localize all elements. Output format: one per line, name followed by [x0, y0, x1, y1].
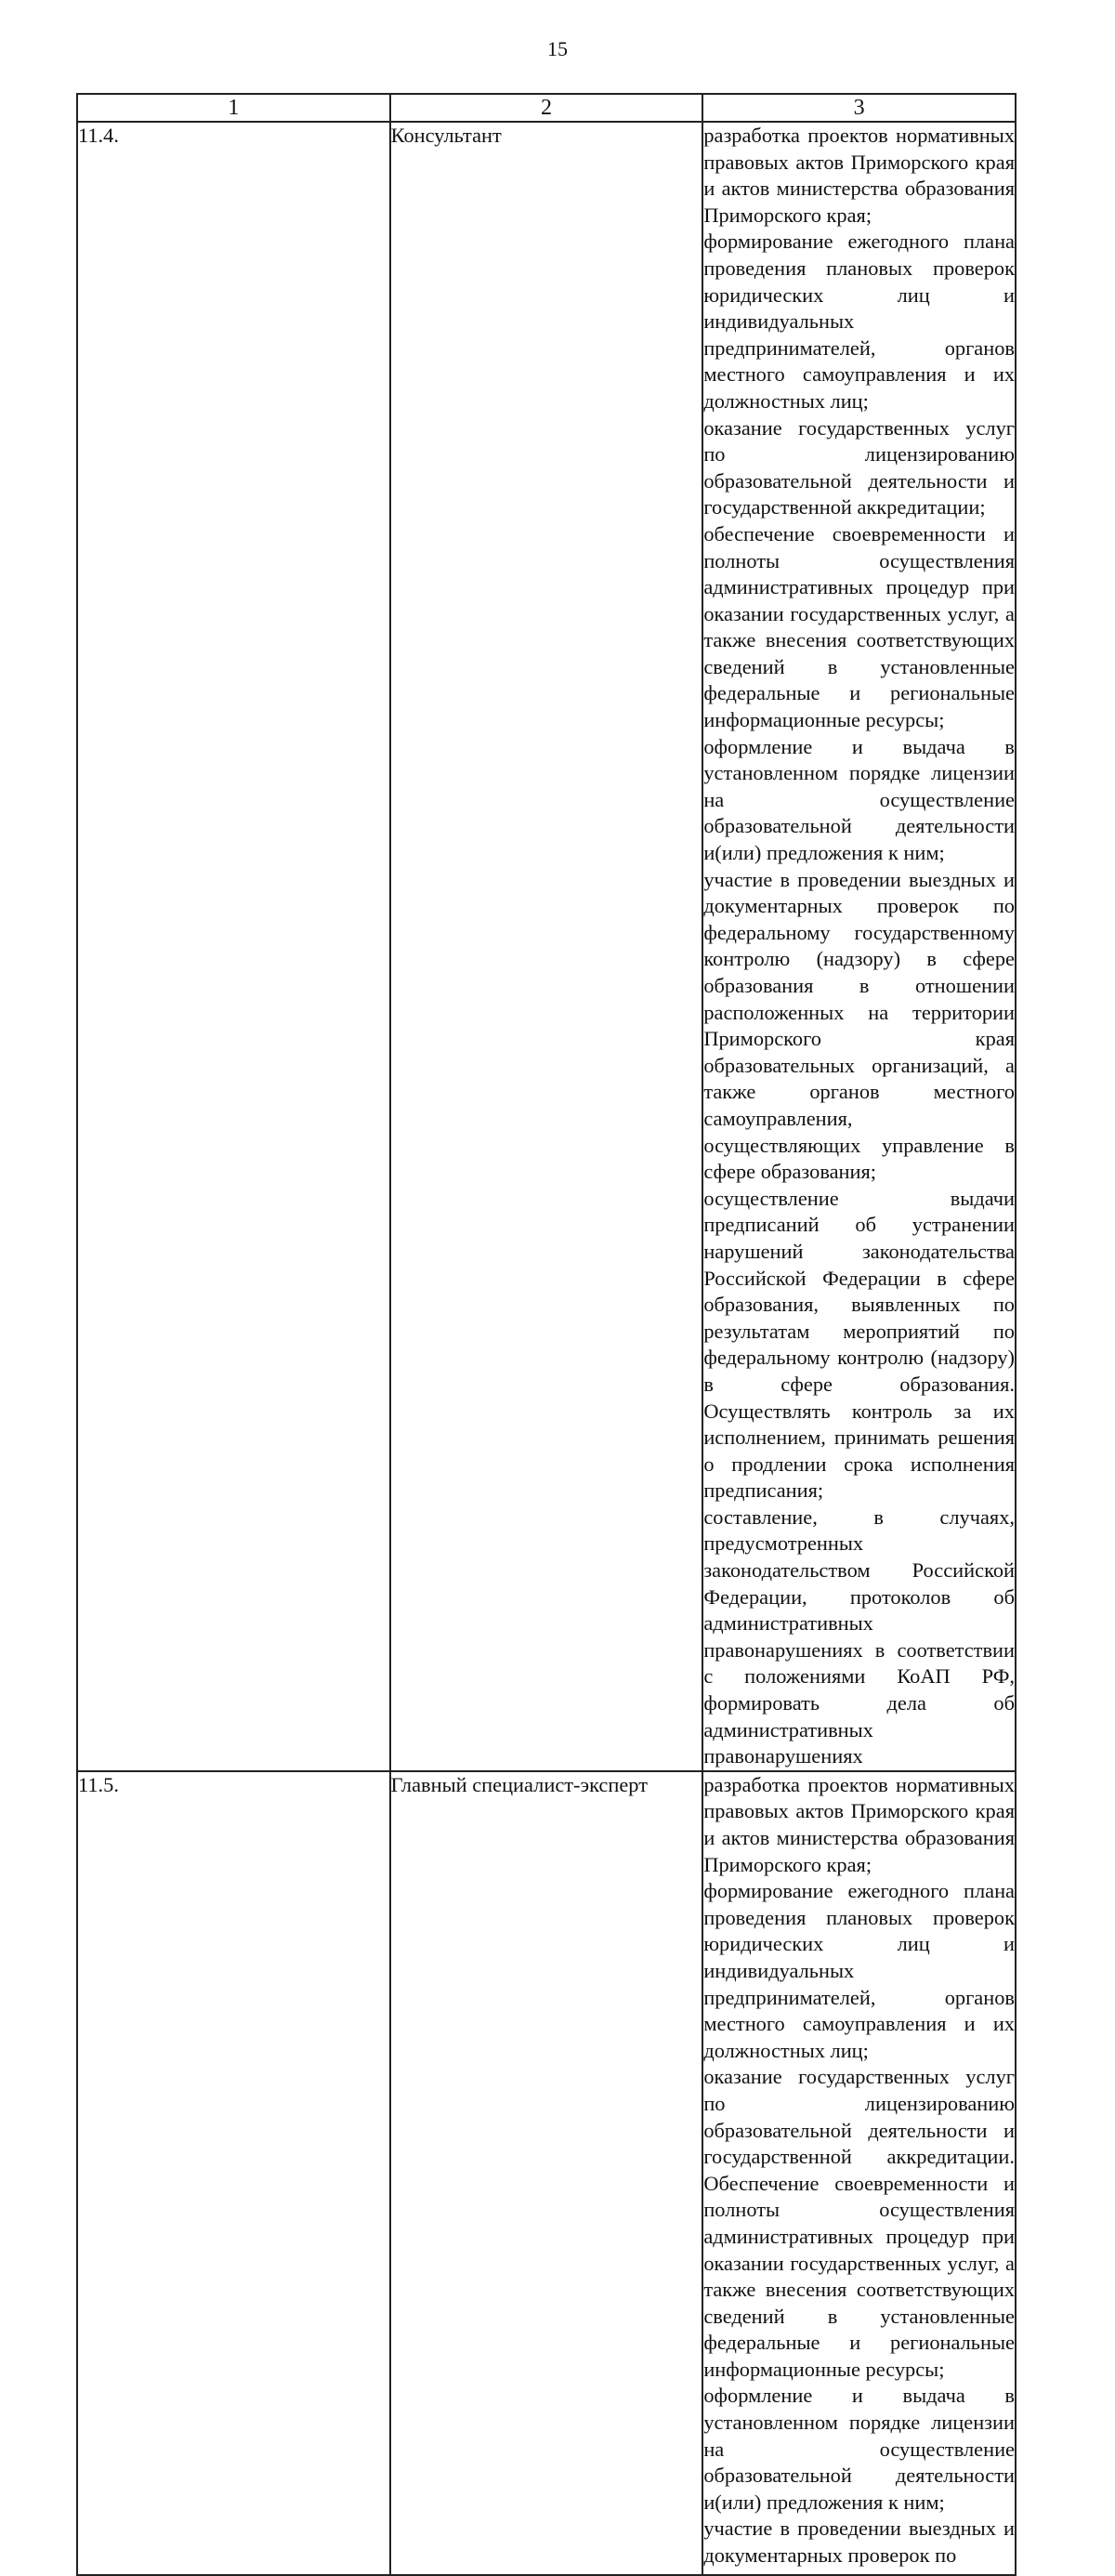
column-header-number: 1 — [77, 94, 390, 122]
table-row — [77, 122, 1016, 1771]
duty-item: оказание государственных услуг по лицензированию образовательной деятельности и государственной аккредитации. Обеспечение своевременности и полноты осуществления административных процедур при оказании государственных услуг, а также внесения соответствующих сведений в установленные федеральные и региональные информационные ресурсы; — [703, 2065, 1015, 2381]
duties-cell — [702, 1771, 1016, 2575]
page-number: 15 — [547, 37, 568, 60]
row-number: 11.4. — [77, 122, 390, 1771]
table-row — [77, 1771, 1016, 2575]
row-continuation-gap — [703, 2569, 1015, 2574]
duties-cell — [702, 122, 1016, 1771]
duty-item: формирование ежегодного плана проведения плановых проверок юридических лиц и индивидуальных предпринимателей, органов местного самоуправления и их должностных лиц; — [703, 1879, 1015, 2062]
table-header-row — [77, 94, 1016, 122]
duty-item: составление, в случаях, предусмотренных законодательством Российской Федерации, протоколов об административных правонарушениях в соответствии с положениями КоАП РФ, формировать дела об административных правонарушениях — [703, 1505, 1015, 1768]
duty-item: оформление и выдача в установленном порядке лицензии на осуществление образовательной деятельности и(или) предложения к ним; — [703, 734, 1015, 865]
position-title: Главный специалист-эксперт — [390, 1771, 703, 2575]
duties-table — [76, 93, 1017, 2576]
duty-item: участие в проведении выездных и документарных проверок по — [703, 2517, 1015, 2568]
duty-item: осуществление выдачи предписаний об устранении нарушений законодательства Российской Федерации в сфере образования, выявленных по результатам мероприятий по федеральному контролю (надзору) в сфере образования. Осуществлять контроль за их исполнением, принимать решения о продлении срока исполнения предписания; — [703, 1186, 1015, 1503]
position-title: Консультант — [390, 122, 703, 1771]
duty-item: оформление и выдача в установленном порядке лицензии на осуществление образовательной деятельности и(или) предложения к ним; — [703, 2384, 1015, 2514]
duty-item: разработка проектов нормативных правовых актов Приморского края и актов министерства образования Приморского края; — [703, 124, 1015, 227]
column-header-position: 2 — [390, 94, 703, 122]
duty-item: разработка проектов нормативных правовых актов Приморского края и актов министерства образования Приморского края; — [703, 1772, 1015, 1876]
column-header-duties: 3 — [702, 94, 1016, 122]
duty-item: обеспечение своевременности и полноты осуществления административных процедур при оказании государственных услуг, а также внесения соответствующих сведений в установленные федеральные и региональные информационные ресурсы; — [703, 521, 1015, 732]
duty-item: участие в проведении выездных и документарных проверок по федеральному государственному контролю (надзору) в сфере образования в отношении расположенных на территории Приморского края образовательных организаций, а также органов местного самоуправления, осуществляющих управление в сфере образования; — [703, 867, 1015, 1184]
duty-item: формирование ежегодного плана проведения плановых проверок юридических лиц и индивидуальных предпринимателей, органов местного самоуправления и их должностных лиц; — [703, 230, 1015, 413]
duty-item: оказание государственных услуг по лицензированию образовательной деятельности и государственной аккредитации; — [703, 415, 1015, 519]
row-number: 11.5. — [77, 1771, 390, 2575]
